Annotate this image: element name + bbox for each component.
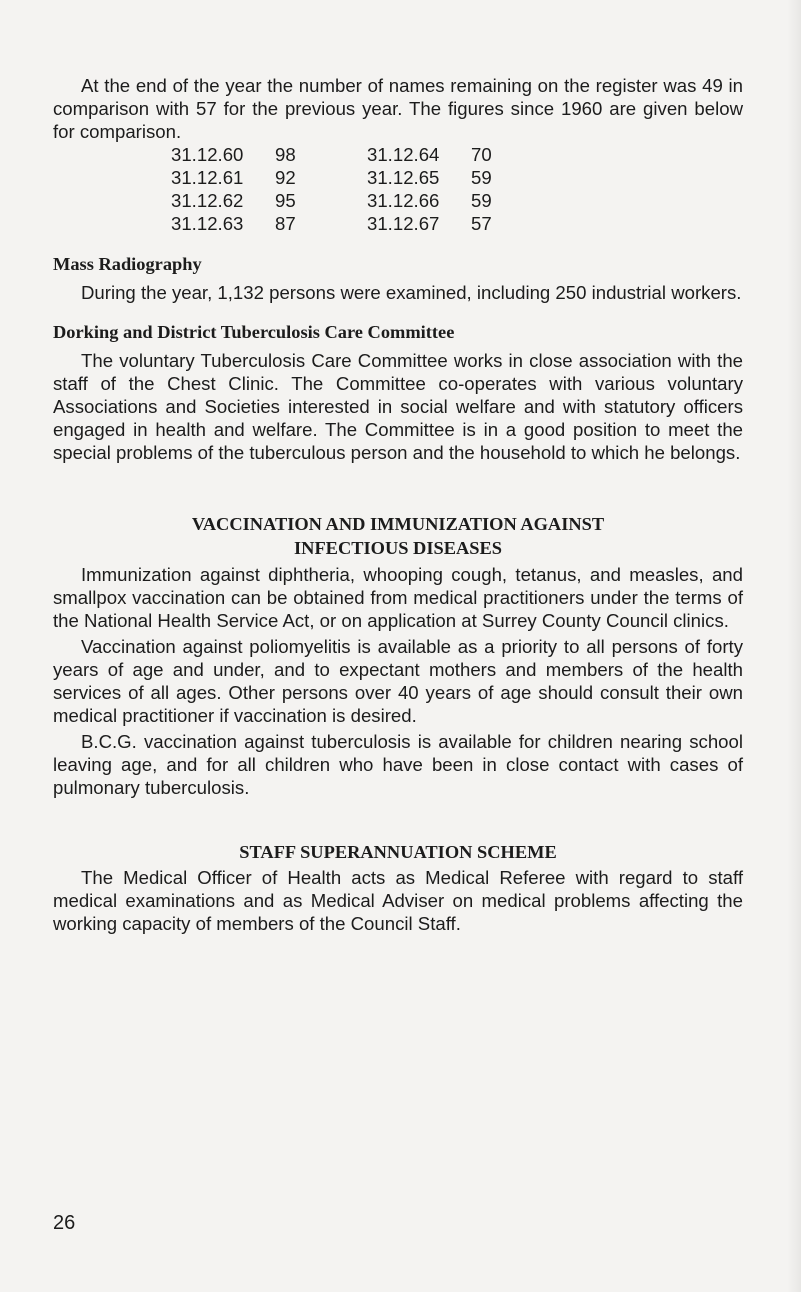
vaccination-heading-line2: INFECTIOUS DISEASES bbox=[294, 538, 502, 558]
register-date-left: 31.12.63 bbox=[171, 213, 244, 234]
superannuation-paragraph: The Medical Officer of Health acts as Medical Referee with regard to staff medical examinations and as Medical Adviser on medical problems affecting the working capacity of members of the Council Staff. bbox=[53, 867, 743, 934]
register-row bbox=[171, 212, 511, 235]
register-count-right: 59 bbox=[471, 190, 492, 211]
register-count-left: 87 bbox=[275, 213, 296, 234]
mass-radiography-heading: Mass Radiography bbox=[53, 254, 202, 274]
register-date-left: 31.12.61 bbox=[171, 167, 244, 188]
register-date-right: 31.12.64 bbox=[367, 144, 440, 165]
page-edge-shadow bbox=[787, 0, 801, 1292]
register-date-left: 31.12.62 bbox=[171, 190, 244, 211]
register-count-left: 92 bbox=[275, 167, 296, 188]
vaccination-paragraph-3: B.C.G. vaccination against tuberculosis is available for children nearing school leaving age, and for all children who have been in close contact with cases of pulmonary tuberculosis. bbox=[53, 731, 743, 798]
register-figures-table bbox=[171, 143, 511, 235]
register-count-left: 98 bbox=[275, 144, 296, 165]
page-number: 26 bbox=[53, 1212, 76, 1234]
register-row bbox=[171, 189, 511, 212]
vaccination-paragraph-1: Immunization against diphtheria, whooping cough, tetanus, and measles, and smallpox vaccination can be obtained from medical practitioners under the terms of the National Health Service Act, or on application at Surrey County Council clinics. bbox=[53, 564, 743, 631]
register-row bbox=[171, 166, 511, 189]
register-date-left: 31.12.60 bbox=[171, 144, 244, 165]
superannuation-heading: STAFF SUPERANNUATION SCHEME bbox=[239, 842, 557, 862]
register-count-right: 57 bbox=[471, 213, 492, 234]
register-count-left: 95 bbox=[275, 190, 296, 211]
care-committee-paragraph: The voluntary Tuberculosis Care Committee works in close association with the staff of the Chest Clinic. The Committee co-operates with various voluntary Associations and Societies interested in social welfare and with statutory officers engaged in health and welfare. The Committee is in a good position to meet the special problems of the tuberculous person and the household to which he belongs. bbox=[53, 350, 743, 463]
register-date-right: 31.12.65 bbox=[367, 167, 440, 188]
register-count-right: 59 bbox=[471, 167, 492, 188]
care-committee-heading: Dorking and District Tuberculosis Care Committee bbox=[53, 322, 455, 342]
document-page bbox=[53, 74, 743, 935]
mass-radiography-paragraph: During the year, 1,132 persons were examined, including 250 industrial workers. bbox=[81, 282, 742, 303]
register-date-right: 31.12.66 bbox=[367, 190, 440, 211]
register-row bbox=[171, 143, 511, 166]
vaccination-heading-line1: VACCINATION AND IMMUNIZATION AGAINST bbox=[191, 514, 605, 534]
register-date-right: 31.12.67 bbox=[367, 213, 440, 234]
register-count-right: 70 bbox=[471, 144, 492, 165]
vaccination-paragraph-2: Vaccination against poliomyelitis is available as a priority to all persons of forty years of age and under, and to expectant mothers and members of the health services of all ages. Other persons over 40 years of age should consult their own medical practitioner if vaccination is desired. bbox=[53, 636, 743, 726]
register-intro-paragraph: At the end of the year the number of names remaining on the register was 49 in comparison with 57 for the previous year. The figures since 1960 are given below for comparison. bbox=[53, 75, 743, 142]
